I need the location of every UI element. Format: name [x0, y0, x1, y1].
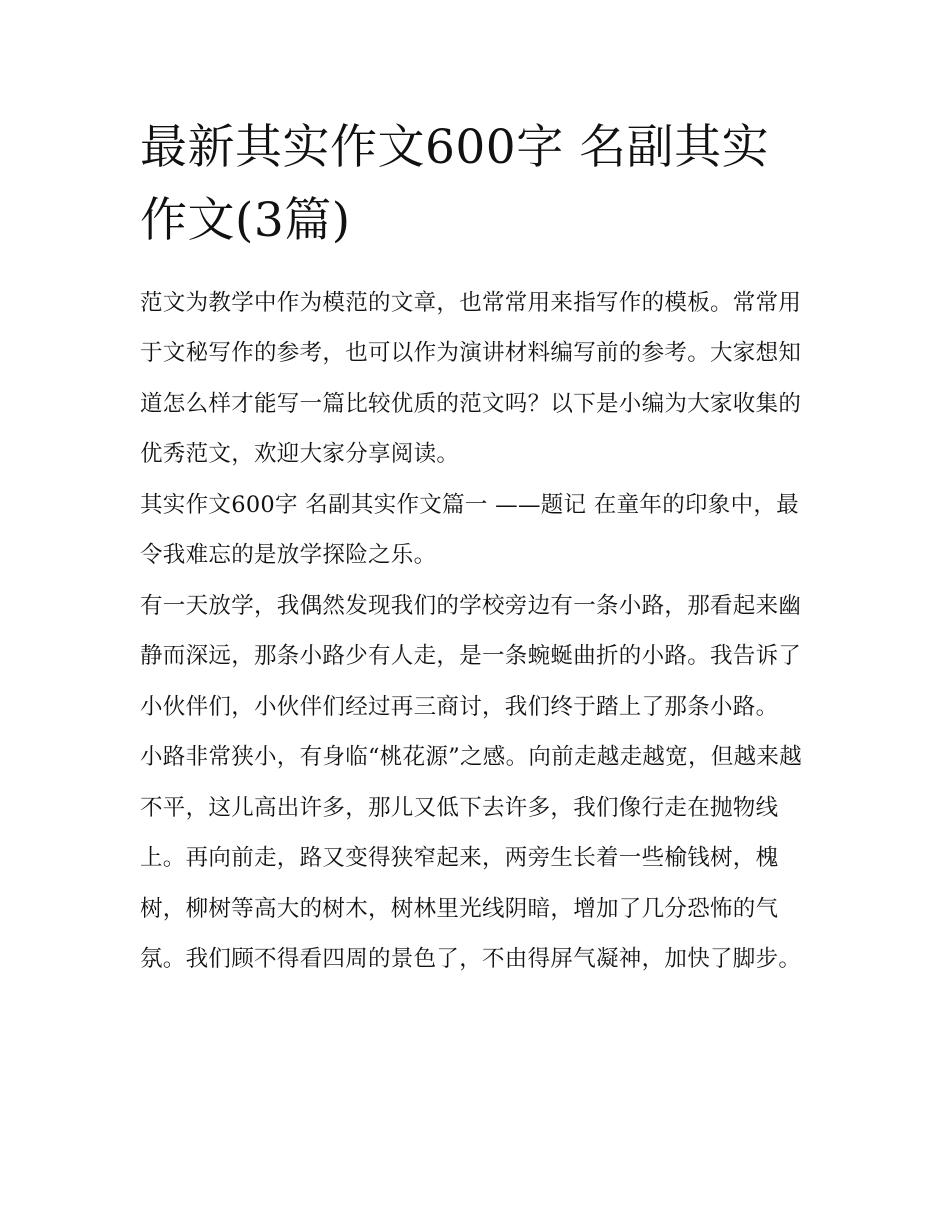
intro-paragraph: 范文为教学中作为模范的文章，也常常用来指写作的模板。常常用于文秘写作的参考，也可以作为演讲材料编写前的参考。大家想知道怎么样才能写一篇比较优质的范文吗？以下是小编为大家收集的优秀范文，欢迎大家分享阅读。 — [140, 289, 802, 468]
body-paragraph: 小路非常狭小，有身临“桃花源”之感。向前走越走越宽，但越来越不平，这儿高出许多，那儿又低下去许多，我们像行走在抛物线上。再向前走，路又变得狭窄起来，两旁生长着一些榆钱树，槐树，柳树等高大的树木，树林里光线阴暗，增加了几分恐怖的气氛。我们顾不得看四周的景色了，不由得屏气凝神，加快了脚步。 — [140, 744, 803, 973]
essay-opening-paragraph: 其实作文600字 名副其实作文篇一 ——题记 在童年的印象中，最令我难忘的是放学探险之乐。 — [140, 491, 800, 569]
document-page — [140, 112, 815, 985]
body-paragraph: 有一天放学，我偶然发现我们的学校旁边有一条小路，那看起来幽静而深远，那条小路少有人走，是一条蜿蜒曲折的小路。我告诉了小伙伴们，小伙伴们经过再三商讨，我们终于踏上了那条小路。 — [140, 592, 802, 720]
document-title: 最新其实作文600字 名副其实作文(3篇) — [140, 120, 770, 248]
